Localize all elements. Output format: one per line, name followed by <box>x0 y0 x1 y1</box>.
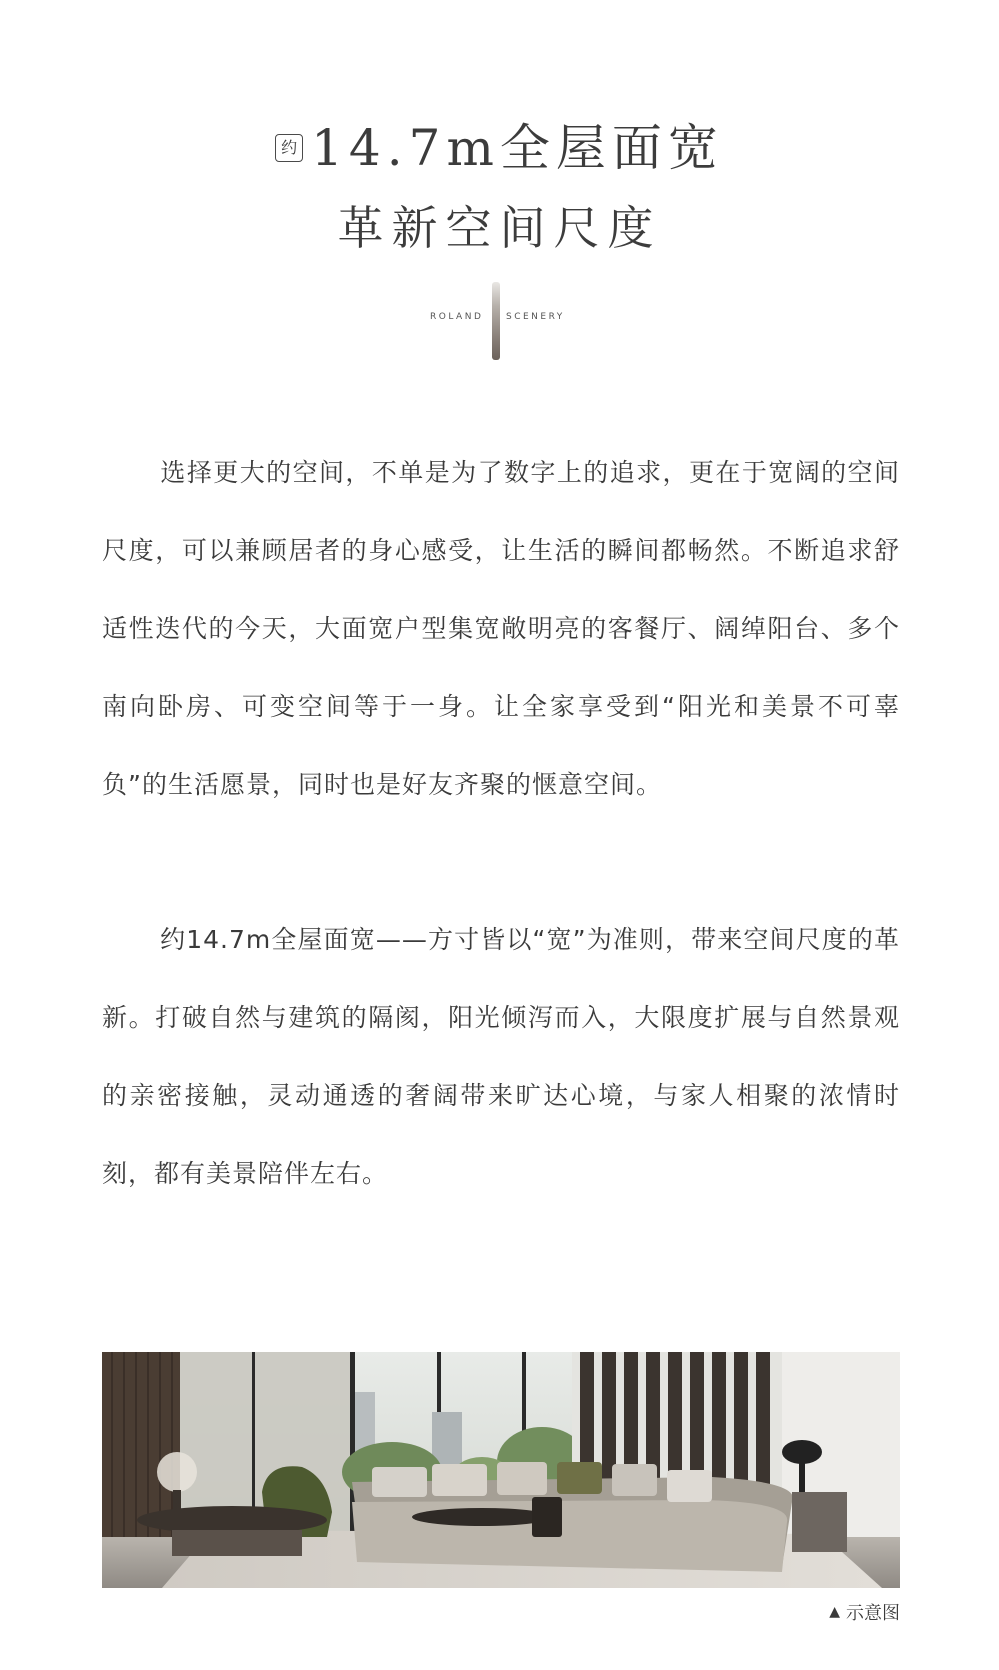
page-title <box>0 108 999 268</box>
living-room-illustration-icon <box>102 1352 900 1588</box>
logo-right-text: SCENERY <box>506 312 565 322</box>
logo-left-text: ROLAND <box>430 312 484 322</box>
living-room-photo <box>102 1352 900 1588</box>
paragraph-2 <box>102 901 900 1213</box>
title-line-1 <box>0 108 999 188</box>
logo-bar-icon <box>492 282 500 360</box>
title-line-1-text: 14.7m全屋面宽 <box>311 119 724 177</box>
paragraph-1 <box>102 434 900 824</box>
approx-badge: 约 <box>275 134 303 162</box>
paragraph-2-text: 约14.7m全屋面宽——方寸皆以“宽”为准则，带来空间尺度的革新。打破自然与建筑的隔阂，阳光倾泻而入，大限度扩展与自然景观的亲密接触，灵动通透的奢阔带来旷达心境，与家人相聚的浓情时刻，都有美景陪伴左右。 <box>102 925 900 1188</box>
caption-text: 示意图 <box>846 1603 900 1624</box>
title-line-2: 革新空间尺度 <box>337 201 662 255</box>
paragraph-1-text: 选择更大的空间，不单是为了数字上的追求，更在于宽阔的空间尺度，可以兼顾居者的身心感受，让生活的瞬间都畅然。不断追求舒适性迭代的今天，大面宽户型集宽敞明亮的客餐厅、阔绰阳台、多个南向卧房、可变空间等于一身。让全家享受到“阳光和美景不可辜负”的生活愿景，同时也是好友齐聚的惬意空间。 <box>102 458 900 799</box>
brand-logo <box>0 280 999 360</box>
triangle-up-icon: ▲ <box>829 1604 840 1620</box>
image-caption <box>829 1599 900 1625</box>
